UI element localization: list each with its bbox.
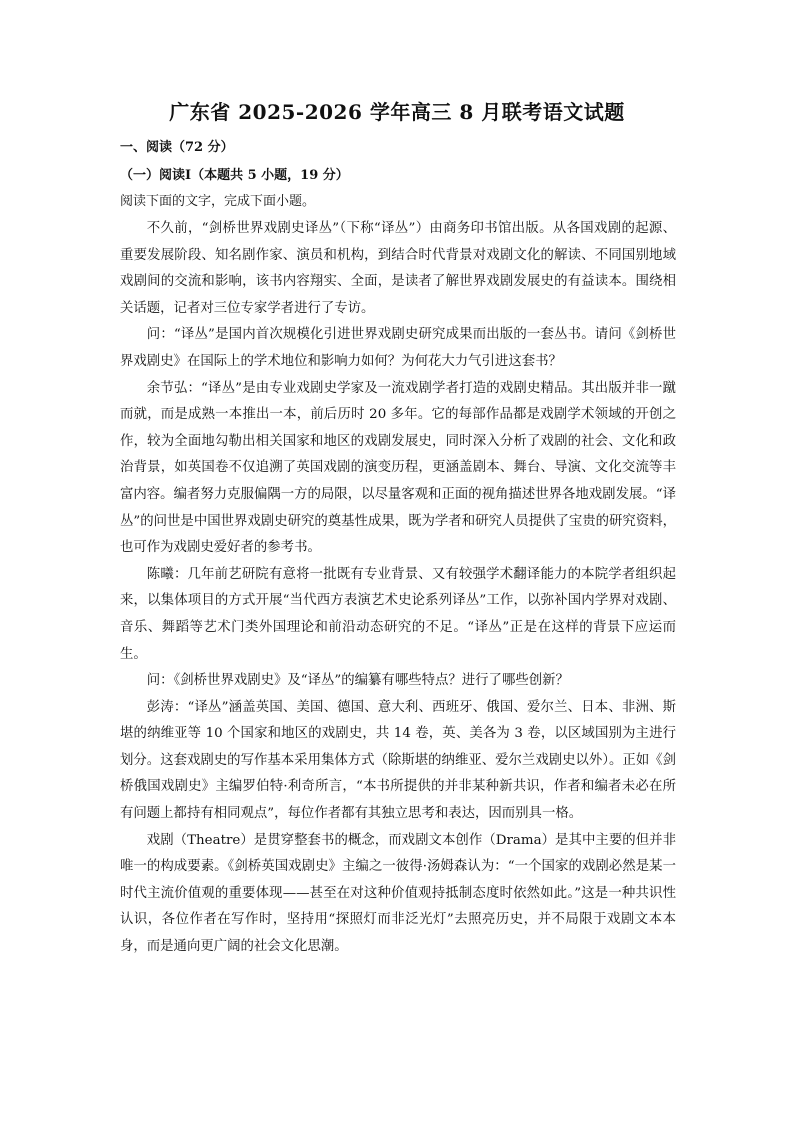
document-title: 广东省 2025-2026 学年高三 8 月联考语文试题 (169, 100, 625, 124)
interview-answer: 彭涛：“译丛”涵盖英国、美国、德国、意大利、西班牙、俄国、爱尔兰、日本、非洲、斯堪的纳维亚等 10 个国家和地区的戏剧史，共 14 卷，英、美各为 3 卷，以区域国别为主进行划分。这套戏剧史的写作基本采用集体方式（除斯堪的纳维亚、爱尔兰戏剧史以外）。正如《剑桥俄国戏剧史》主编罗伯特·利奇所言，“本书所提供的并非某种新共识，作者和编者未必在所有问题上都持有相同观点”，每位作者都有其独立思考和表达，因而别具一格。 (120, 699, 676, 822)
article-paragraph: 戏剧（Theatre）是贯穿整套书的概念，而戏剧文本创作（Drama）是其中主要的但并非唯一的构成要素。《剑桥英国戏剧史》主编之一彼得·汤姆森认为：“一个国家的戏剧必然是某一时代主流价值观的重要体现——甚至在对这种价值观持抵制态度时依然如此。”这是一种共识性认识，各位作者在写作时，坚持用“探照灯而非泛光灯”去照亮历史，并不局限于戏剧文本本身，而是通向更广阔的社会文化思潮。 (120, 832, 676, 955)
interview-answer: 余节弘：“译丛”是由专业戏剧史学家及一流戏剧学者打造的戏剧史精品。其出版并非一蹴而就，而是成熟一本推出一本，前后历时 20 多年。它的每部作品都是戏剧学术领域的开创之作，较为全面地勾勒出相关国家和地区的戏剧发展史，同时深入分析了戏剧的社会、文化和政治背景，如英国卷不仅追溯了英国戏剧的演变历程，更涵盖剧本、舞台、导演、文化交流等丰富内容。编者努力克服偏隅一方的局限，以尽量客观和正面的视角描述世界各地戏剧发展。“译丛”的问世是中国世界戏剧史研究的奠基性成果，既为学者和研究人员提供了宝贵的研究资料，也可作为戏剧史爱好者的参考书。 (120, 380, 676, 556)
interview-question: 问：《剑桥世界戏剧史》及“译丛”的编纂有哪些特点？进行了哪些创新？ (146, 673, 569, 689)
reading-instruction: 阅读下面的文字，完成下面小题。 (120, 194, 316, 209)
interview-question: 问：“译丛”是国内首次规模化引进世界戏剧史研究成果而出版的一套丛书。请问《剑桥世界戏剧史》在国际上的学术地位和影响力如何？为何花大力气引进这套书？ (120, 327, 676, 369)
article-paragraph: 不久前，“剑桥世界戏剧史译丛”（下称“译丛”）由商务印书馆出版。从各国戏剧的起源、重要发展阶段、知名剧作家、演员和机构，到结合时代背景对戏剧文化的解读、不同国别地域戏剧间的交流和影响，该书内容翔实、全面，是读者了解世界戏剧发展史的有益读本。围绕相关话题，记者对三位专家学者进行了专访。 (120, 221, 676, 316)
interview-answer: 陈曦：几年前艺研院有意将一批既有专业背景、又有较强学术翻译能力的本院学者组织起来，以集体项目的方式开展“当代西方表演艺术史论系列译丛”工作，以弥补国内学界对戏剧、音乐、舞蹈等艺术门类外国理论和前沿动态研究的不足。“译丛”正是在这样的背景下应运而生。 (120, 566, 676, 662)
article-body (120, 216, 676, 961)
subsection-heading: （一）阅读Ⅰ（本题共 5 小题，19 分） (120, 168, 349, 183)
section-heading: 一、阅读（72 分） (120, 140, 234, 155)
